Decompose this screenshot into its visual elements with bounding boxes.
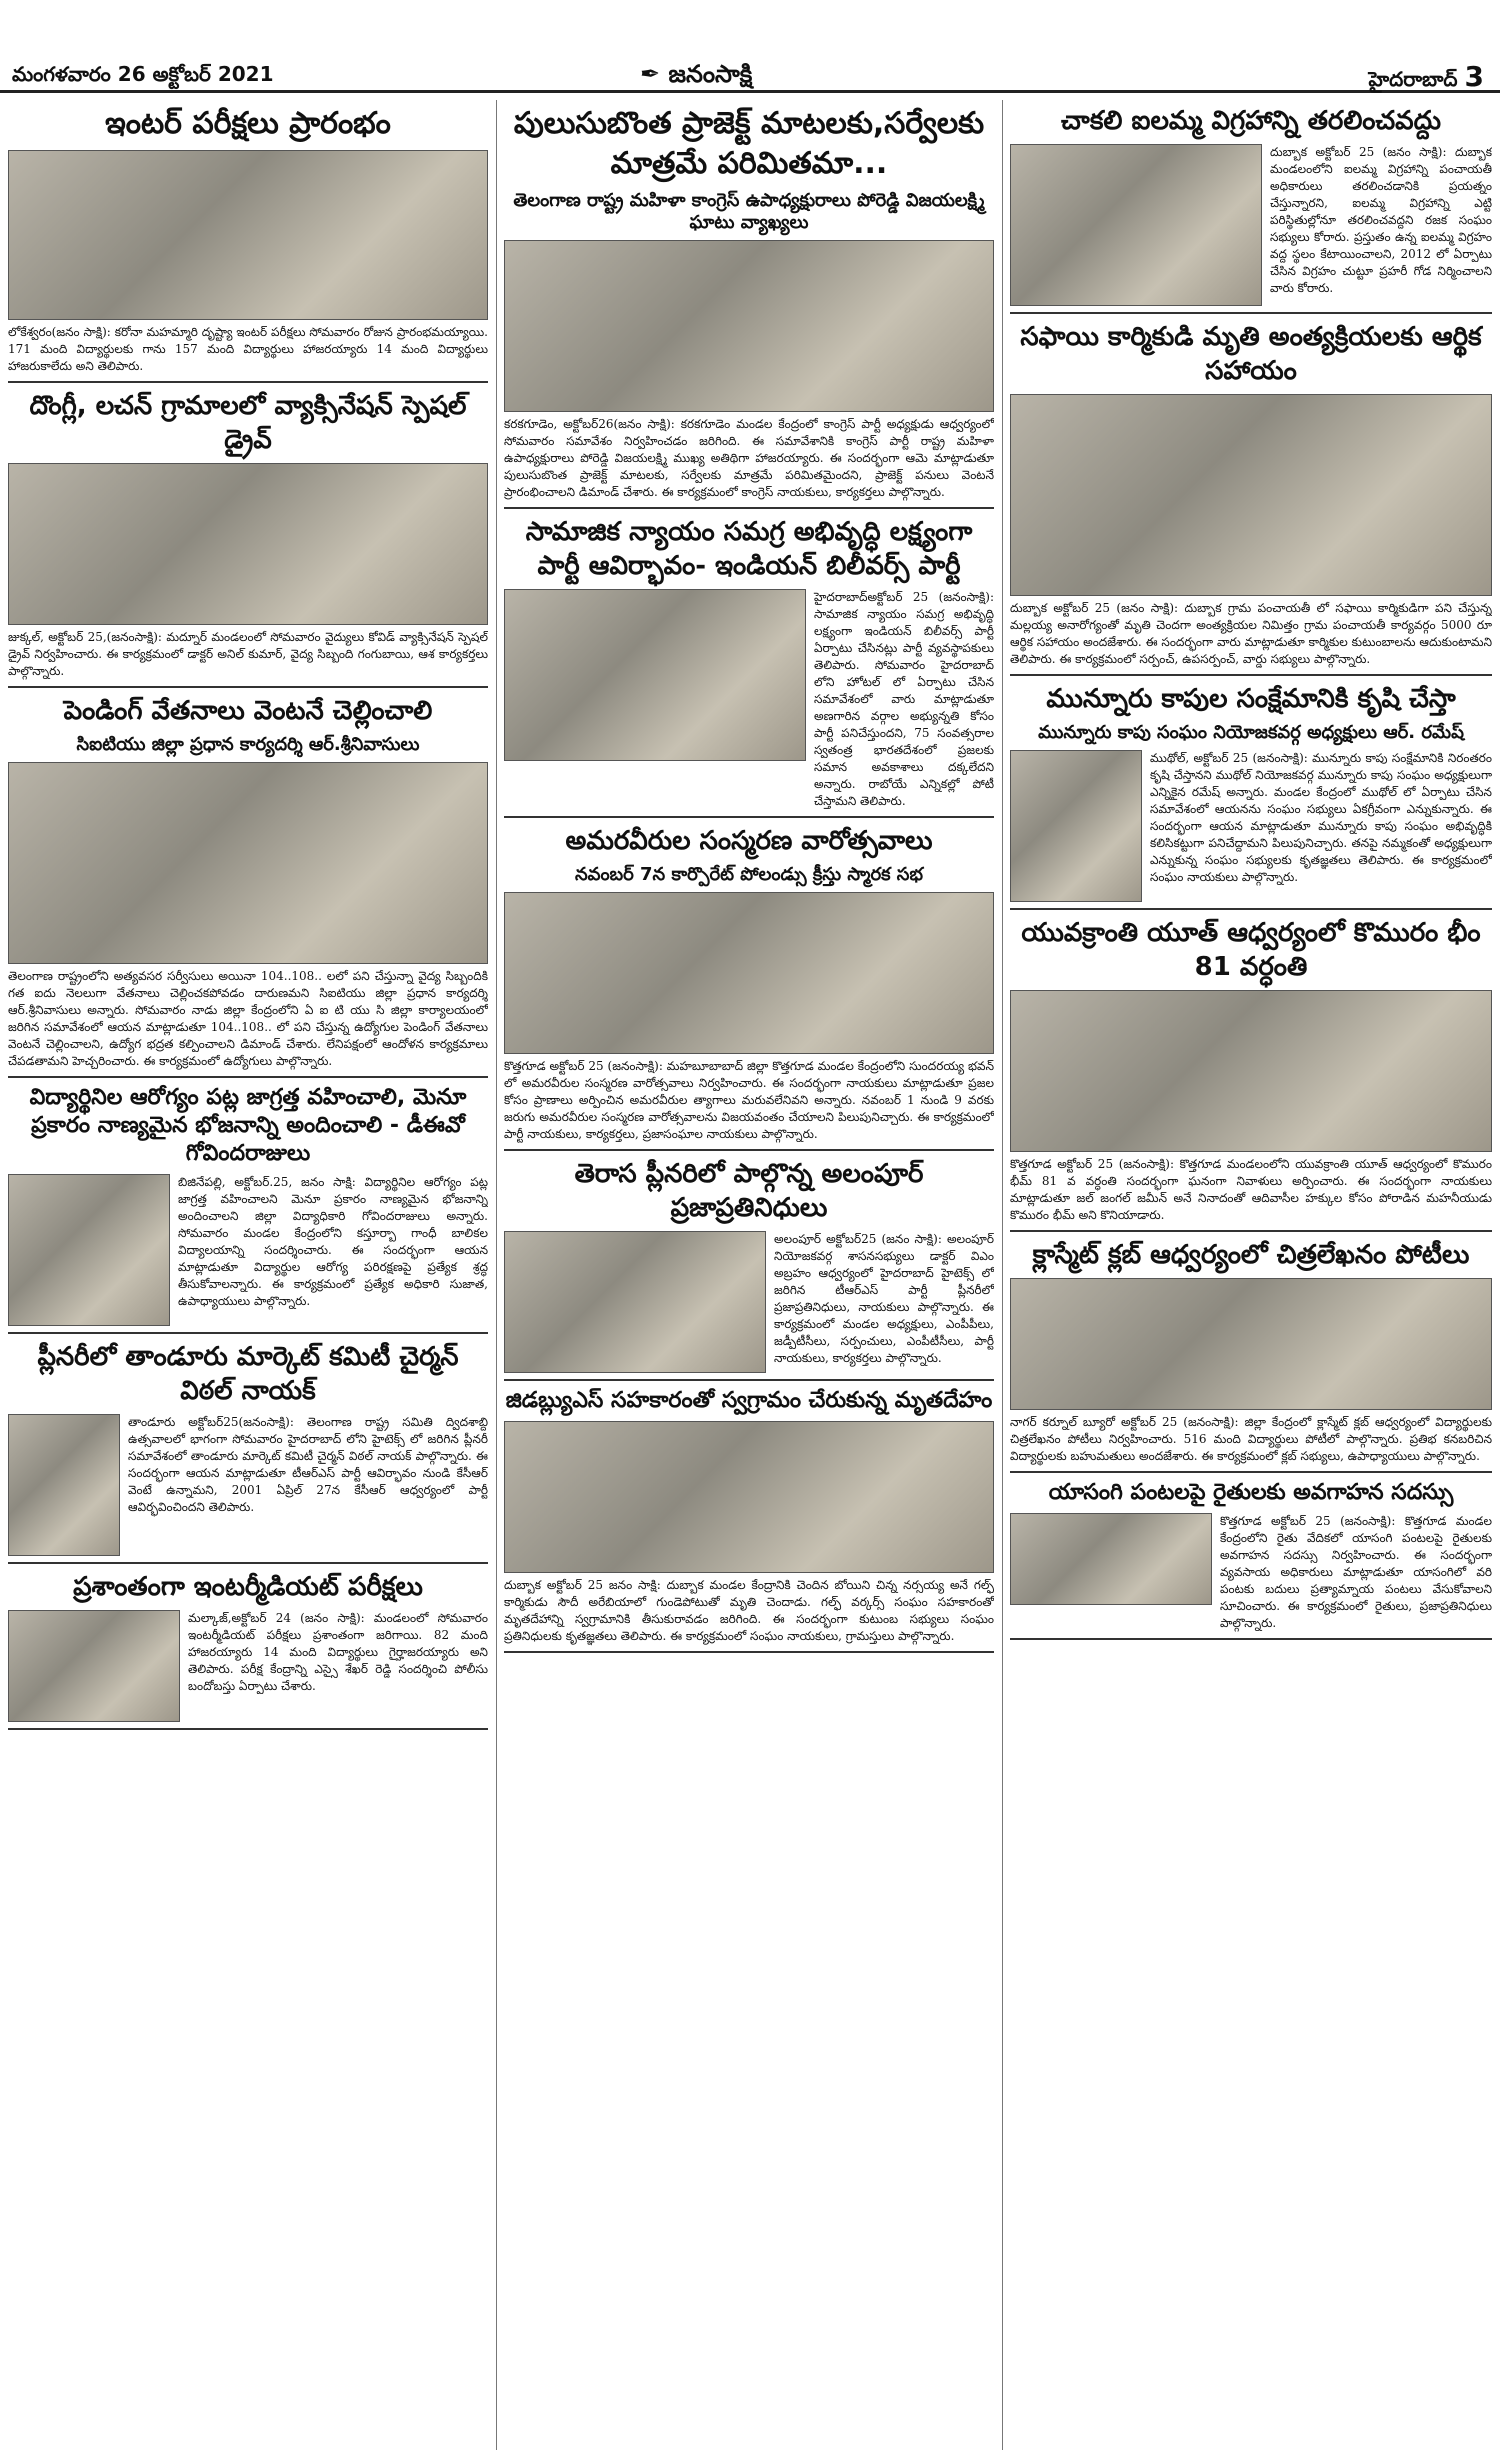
- subheadline: తెలంగాణ రాష్ట్ర మహిళా కాంగ్రెస్ ఉపాధ్యక్షురాలు పోరెడ్డి విజయలక్ష్మి ఘాటు వ్యాఖ్యలు: [513, 190, 985, 233]
- article-body: తెలంగాణ రాష్ట్రంలోని అత్యవసర సర్వీసులు అయినా 104..108.. లలో పని చేస్తున్నా వైద్య సిబ్బందికి గత ఐదు నెలలుగా వేతనాలు చెల్లించకపోవడం దారుణమని సిఐటియు జిల్లా ప్రధాన కార్యదర్శి ఆర్.శ్రీనివాసులు అన్నారు. సోమవారం నాడు జిల్లా కేంద్రంలోని ఏ ఐ టి యు సి జిల్లా కార్యాలయంలో జరిగిన సమావేశంలో ఆయన మాట్లాడుతూ 104..108.. లో పని చేస్తున్న ఉద్యోగుల పెండింగ్ వేతనాలు వెంటనే చెల్లించాలని, ఉద్యోగ భద్రత కల్పించాలని డిమాండ్ చేశారు. లేనిపక్షంలో ఆందోళన కార్యక్రమాలు చేపడతామని హెచ్చరించారు. ఈ కార్యక్రమంలో ఉద్యోగులు పాల్గొన్నారు.: [8, 969, 488, 1068]
- article-body: ముథోల్, అక్టోబర్ 25 (జనంసాక్షి): మున్నూరు కాపు సంక్షేమానికి నిరంతరం కృషి చేస్తానని ముథోల్ నియోజకవర్గ మున్నూరు కాపు సంఘం అధ్యక్షులుగా ఎన్నికైన రమేష్ అన్నారు. మండల కేంద్రంలో ముథోల్ లో ఏర్పాటు చేసిన సమావేశంలో ఆయనను సంఘం సభ్యులు ఏకగ్రీవంగా ఎన్నుకున్నారు. ఈ సందర్భంగా ఆయన మాట్లాడుతూ మున్నూరు కాపు సంఘం అభివృద్ధికి కలిసికట్టుగా పనిచేద్దామని పిలుపునిచ్చారు. తనపై నమ్మకంతో అధ్యక్షులుగా ఎన్నుకున్న సంఘం సభ్యులకు కృతజ్ఞతలు తెలిపారు. ఈ కార్యక్రమంలో సంఘం నాయకులు పాల్గొన్నారు.: [1150, 751, 1492, 884]
- headline: దొంగ్లీ, లచన్ గ్రామాలలో వ్యాక్సినేషన్ స్పెషల్ డ్రైవ్: [29, 391, 467, 455]
- article-believers-party: [504, 515, 994, 818]
- column-left: [8, 100, 488, 2450]
- article-photo: [8, 1174, 170, 1326]
- headline: తెరాస ప్లీనరిలో పాల్గొన్న అలంపూర్ ప్రజాప్రతినిధులు: [574, 1159, 924, 1223]
- article-photo: [1010, 1513, 1212, 1605]
- article-photo: [1010, 990, 1492, 1152]
- article-plenary-tandur: [8, 1340, 488, 1564]
- article-photo: [8, 150, 488, 320]
- article-gws-body-returned: [504, 1387, 994, 1653]
- article-body: మల్కాజ్,అక్టోబర్ 24 (జనం సాక్షి): మండలంలో సోమవారం ఇంటర్మీడియట్ పరీక్షలు ప్రశాంతంగా జరిగాయి. 82 మంది హాజరయ్యారు 14 మంది విద్యార్థులు గైర్హాజరయ్యారు అని తెలిపారు. పరీక్ష కేంద్రాన్ని ఎస్సై శేఖర్ రెడ్డి సందర్శించి పోలీసు బందోబస్తు ఏర్పాటు చేశారు.: [188, 1611, 488, 1693]
- headline: పెండింగ్ వేతనాలు వెంటనే చెల్లించాలి: [63, 696, 433, 726]
- article-photo: [504, 589, 806, 761]
- edition-city: హైదరాబాద్: [1368, 67, 1458, 91]
- article-photo: [8, 762, 488, 964]
- headline: పులుసుబొంత ప్రాజెక్ట్ మాటలకు,సర్వేలకు మాత్రమే పరిమితమా...: [513, 106, 985, 181]
- article-yasangi-awareness: [1010, 1479, 1492, 1640]
- article-photo: [504, 1421, 994, 1573]
- article-ailamma-statue: [1010, 104, 1492, 314]
- headline: చాకలి ఐలమ్మ విగ్రహాన్ని తరలించవద్దు: [1061, 106, 1441, 136]
- article-photo: [1010, 1278, 1492, 1410]
- article-drawing-contest: [1010, 1238, 1492, 1473]
- headline: ప్రశాంతంగా ఇంటర్మీడియట్ పరీక్షలు: [73, 1572, 423, 1602]
- article-project-survey: [504, 104, 994, 509]
- article-photo: [1010, 144, 1262, 306]
- headline: మున్నూరు కాపుల సంక్షేమానికి కృషి చేస్తా: [1046, 684, 1456, 714]
- article-body: తాండూరు అక్టోబర్25(జనంసాక్షి): తెలంగాణ రాష్ట్ర సమితి ద్విదశాబ్ది ఉత్సవాలలో భాగంగా సోమవారం హైదరాబాద్ లోని హైటెక్స్ లో జరిగిన ప్లీనరీ సమావేశంలో తాండూరు మార్కెట్ కమిటీ చైర్మన్ విఠల్ నాయక్ పాల్గొన్నారు. ఈ సందర్భంగా ఆయన మాట్లాడుతూ టీఆర్ఎస్ పార్టీ ఆవిర్భావం నుండి కేసీఆర్ వెంటే ఉన్నామని, 2001 ఏప్రిల్ 27న కేసీఆర్ ఆధ్వర్యంలో పార్టీ ఆవిర్భవించిందని తెలిపారు.: [128, 1415, 488, 1514]
- article-inter-exams: [8, 104, 488, 383]
- article-photo: [8, 463, 488, 625]
- subheadline: నవంబర్ 7న కార్పొరేట్ పోలండ్సు క్రీస్తు స్మారక సభ: [575, 864, 923, 885]
- article-body: కొత్తగూడ అక్టోబర్ 25 (జనంసాక్షి): కొత్తగూడ మండల కేంద్రంలోని రైతు వేదికలో యాసంగి పంటలపై రైతులకు అవగాహన సదస్సు నిర్వహించారు. ఈ సందర్భంగా వ్యవసాయ అధికారులు మాట్లాడుతూ యాసంగిలో వరి పంటకు బదులు ప్రత్యామ్నాయ పంటలు వేసుకోవాలని సూచించారు. ఈ కార్యక్రమంలో రైతులు, ప్రజాప్రతినిధులు పాల్గొన్నారు.: [1220, 1514, 1492, 1630]
- headline: యాసంగి పంటలపై రైతులకు అవగాహన సదస్సు: [1048, 1480, 1454, 1505]
- article-body: దుబ్బాక అక్టోబర్ 25 (జనం సాక్షి): దుబ్బాక మండలంలోని ఐలమ్మ విగ్రహాన్ని పంచాయతీ అధికారులు తరలించడానికి ప్రయత్నం చేస్తున్నారని, ఐలమ్మ విగ్రహాన్ని ఎట్టి పరిస్థితుల్లోనూ తరలించవద్దని రజక సంఘం సభ్యులు కోరారు. ప్రస్తుతం ఉన్న ఐలమ్మ విగ్రహం వద్ద స్థలం కేటాయించాలని, 2012 లో ఏర్పాటు చేసిన విగ్రహం చుట్టూ ప్రహరీ గోడ నిర్మించాలని వారు కోరారు.: [1270, 145, 1492, 295]
- article-photo: [504, 892, 994, 1054]
- headline: క్లాస్మేట్ క్లబ్ ఆధ్వర్యంలో చిత్రలేఖనం పోటీలు: [1032, 1240, 1470, 1270]
- column-middle: [504, 100, 994, 2450]
- article-martyrs-week: [504, 824, 994, 1151]
- article-photo: [504, 1231, 766, 1373]
- article-pending-wages: [8, 694, 488, 1078]
- headline: ఇంటర్ పరీక్షలు ప్రారంభం: [105, 106, 391, 141]
- masthead: [0, 0, 1500, 93]
- article-sanitation-worker: [1010, 320, 1492, 676]
- article-photo: [8, 1610, 180, 1722]
- column-right: [1010, 100, 1492, 2450]
- article-photo: [8, 1414, 120, 1556]
- headline: సామాజిక న్యాయం సమగ్ర అభివృద్ధి లక్ష్యంగా పార్టీ ఆవిర్భావం- ఇండియన్ బిలీవర్స్ పార్టీ: [525, 517, 973, 581]
- article-body: బిజినేపల్లి, అక్టోబర్.25, జనం సాక్షి: విద్యార్థినిల ఆరోగ్యం పట్ల జాగ్రత్త వహించాలని మెనూ ప్రకారం నాణ్యమైన భోజనాన్ని అందించాలని జిల్లా విద్యాధికారి గోవిందరాజులు అన్నారు. సోమవారం మండల కేంద్రంలోని కస్తూర్బా గాంధీ బాలికల విద్యాలయాన్ని సందర్శించారు. ఈ సందర్భంగా ఆయన మాట్లాడుతూ విద్యార్థుల ఆరోగ్య పరిరక్షణపై ప్రత్యేక శ్రద్ధ తీసుకోవాలన్నారు. ఈ కార్యక్రమంలో ప్రత్యేక అధికారి సుజాత, ఉపాధ్యాయులు పాల్గొన్నారు.: [178, 1175, 488, 1308]
- issue-date: మంగళవారం 26 అక్టోబర్ 2021: [12, 62, 274, 86]
- article-photo: [1010, 394, 1492, 596]
- headline: విద్యార్థినిల ఆరోగ్యం పట్ల జాగ్రత్త వహించాలి, మెనూ ప్రకారం నాణ్యమైన భోజనాన్ని అందించాలి - డీఈవో గోవిందరాజులు: [29, 1085, 467, 1166]
- article-munnuru-kapu: [1010, 682, 1492, 910]
- article-body: కొత్తగూడ అక్టోబర్ 25 (జనంసాక్షి): కొత్తగూడ మండలంలోని యువక్రాంతి యూత్ ఆధ్వర్యంలో కొమురం భీమ్ 81 వ వర్ధంతి సందర్భంగా ఘనంగా నివాళులు అర్పించారు. ఈ సందర్భంగా నాయకులు మాట్లాడుతూ జల్ జంగల్ జమీన్ అనే నినాదంతో ఆదివాసీల హక్కుల కోసం పోరాడిన మహనీయుడు కొమురం భీమ్ అని కొనియాడారు.: [1010, 1157, 1492, 1222]
- article-vaccination-drive: [8, 389, 488, 688]
- article-deo-visit: [8, 1084, 488, 1334]
- article-alampur-plenary: [504, 1157, 994, 1381]
- city-page: [1368, 60, 1484, 96]
- article-intermediate-peaceful: [8, 1570, 488, 1730]
- article-photo: [504, 240, 994, 412]
- article-body: కరకగూడెం, అక్టోబర్26(జనం సాక్షి): కరకగూడెం మండల కేంద్రంలో కాంగ్రెస్ పార్టీ అధ్యక్షుడు ఆధ్వర్యంలో సోమవారం సమావేశం నిర్వహించడం జరిగింది. ఈ సమావేశానికి కాంగ్రెస్ పార్టీ రాష్ట్ర మహిళా ఉపాధ్యక్షురాలు పోరెడ్డి విజయలక్ష్మి ముఖ్య అతిథిగా హాజరయ్యారు. ఈ సందర్భంగా ఆమె మాట్లాడుతూ పులుసుబొంత ప్రాజెక్ట్ మాటలకు, సర్వేలకు మాత్రమే పరిమితమైందని, ప్రాజెక్ట్ పనులు వెంటనే ప్రారంభించాలని డిమాండ్ చేశారు. ఈ కార్యక్రమంలో కాంగ్రెస్ నాయకులు, కార్యకర్తలు పాల్గొన్నారు.: [504, 417, 994, 499]
- article-body: జుక్కల్, అక్టోబర్ 25,(జనంసాక్షి): మద్నూర్ మండలంలో సోమవారం వైద్యులు కోవిడ్ వ్యాక్సినేషన్ స్పెషల్ డ్రైవ్ నిర్వహించారు. ఈ కార్యక్రమంలో డాక్టర్ అనిల్ కుమార్, వైద్య సిబ్బంది గంగుబాయి, ఆశ కార్యకర్తలు పాల్గొన్నారు.: [8, 630, 488, 678]
- headline: జిడబ్ల్యుఎస్ సహకారంతో స్వగ్రామం చేరుకున్న మృతదేహం: [505, 1388, 993, 1413]
- article-body: అలంపూర్ అక్టోబర్25 (జనం సాక్షి): అలంపూర్ నియోజకవర్గ శాసనసభ్యులు డాక్టర్ విఎం అబ్రహం ఆధ్వర్యంలో హైదరాబాద్ హైటెక్స్ లో జరిగిన టీఆర్ఎస్ పార్టీ ప్లీనరీలో ప్రజాప్రతినిధులు, నాయకులు పాల్గొన్నారు. ఈ కార్యక్రమంలో మండల అధ్యక్షులు, ఎంపీపీలు, జడ్పీటీసీలు, సర్పంచులు, ఎంపీటీసీలు, పార్టీ నాయకులు, కార్యకర్తలు పాల్గొన్నారు.: [774, 1232, 994, 1365]
- newspaper-logo: ✒ జనంసాక్షి: [640, 60, 753, 88]
- subheadline: మున్నూరు కాపు సంఘం నియోజకవర్గ అధ్యక్షులు ఆర్. రమేష్: [1038, 722, 1464, 743]
- article-body: కొత్తగూడ అక్టోబర్ 25 (జనంసాక్షి): మహబూబాబాద్ జిల్లా కొత్తగూడ మండల కేంద్రంలోని సుందరయ్య భవన్ లో అమరవీరుల సంస్మరణ వారోత్సవాలు నిర్వహించారు. ఈ సందర్భంగా నాయకులు మాట్లాడుతూ ప్రజల కోసం ప్రాణాలు అర్పించిన అమరవీరుల త్యాగాలు మరువలేనివని అన్నారు. నవంబర్ 1 నుండి 9 వరకు జరుగు అమరవీరుల సంస్మరణ వారోత్సవాలను విజయవంతం చేయాలని పిలుపునిచ్చారు. ఈ కార్యక్రమంలో పార్టీ నాయకులు, కార్యకర్తలు, ప్రజాసంఘాల నాయకులు పాల్గొన్నారు.: [504, 1059, 994, 1141]
- headline: ప్లీనరీలో తాండూరు మార్కెట్ కమిటీ చైర్మన్ విఠల్ నాయక్: [37, 1342, 459, 1406]
- article-photo: [1010, 750, 1142, 902]
- article-body: హైదరాబాద్అక్టోబర్ 25 (జనంసాక్షి): సామాజిక న్యాయం సమగ్ర అభివృద్ధి లక్ష్యంగా ఇండియన్ బిలీవర్స్ పార్టీ ఏర్పాటు చేసినట్లు పార్టీ వ్యవస్థాపకులు తెలిపారు. సోమవారం హైదరాబాద్ లోని హోటల్ లో ఏర్పాటు చేసిన సమావేశంలో వారు మాట్లాడుతూ అణగారిన వర్గాల అభ్యున్నతి కోసం పార్టీ పనిచేస్తుందని, 75 సంవత్సరాల స్వతంత్ర భారతదేశంలో ప్రజలకు సమాన అవకాశాలు దక్కలేదని అన్నారు. రాబోయే ఎన్నికల్లో పోటీ చేస్తామని తెలిపారు.: [814, 590, 994, 808]
- headline: అమరవీరుల సంస్మరణ వారోత్సవాలు: [565, 826, 933, 856]
- article-body: నాగర్ కర్నూల్ బ్యూరో అక్టోబర్ 25 (జనంసాక్షి): జిల్లా కేంద్రంలో క్లాస్మేట్ క్లబ్ ఆధ్వర్యంలో విద్యార్థులకు చిత్రలేఖనం పోటీలు నిర్వహించారు. 516 మంది విద్యార్థులు పోటీలో పాల్గొన్నారు. ప్రతిభ కనబరిచిన విద్యార్థులకు బహుమతులు అందజేశారు. ఈ కార్యక్రమంలో క్లబ్ సభ్యులు, ఉపాధ్యాయులు పాల్గొన్నారు.: [1010, 1415, 1492, 1463]
- headline: యువక్రాంతి యూత్ ఆధ్వర్యంలో కొమురం భీం 81 వర్ధంతి: [1021, 918, 1481, 982]
- article-body: దుబ్బాక అక్టోబర్ 25 జనం సాక్షి: దుబ్బాక మండల కేంద్రానికి చెందిన బోయిని చిన్న నర్సయ్య అనే గల్ఫ్ కార్మికుడు సౌదీ అరేబియాలో గుండెపోటుతో మృతి చెందాడు. గల్ఫ్ వర్కర్స్ సంఘం సహకారంతో మృతదేహాన్ని స్వగ్రామానికి తీసుకురావడం జరిగింది. ఈ సందర్భంగా కుటుంబ సభ్యులు సంఘం ప్రతినిధులకు కృతజ్ఞతలు తెలిపారు. ఈ కార్యక్రమంలో సంఘం నాయకులు, గ్రామస్తులు పాల్గొన్నారు.: [504, 1578, 994, 1643]
- article-body: దుబ్బాక అక్టోబర్ 25 (జనం సాక్షి): దుబ్బాక గ్రామ పంచాయతీ లో సఫాయి కార్మికుడిగా పని చేస్తున్న మల్లయ్య అనారోగ్యంతో మృతి చెందగా అంత్యక్రియల నిమిత్తం గ్రామ పంచాయతీ కార్యవర్గం 5000 రూ ఆర్థిక సహాయం అందజేశారు. ఈ సందర్భంగా వారు మాట్లాడుతూ కార్మికుల కుటుంబాలను ఆదుకుంటామని తెలిపారు. ఈ కార్యక్రమంలో సర్పంచ్, ఉపసర్పంచ్, వార్డు సభ్యులు పాల్గొన్నారు.: [1010, 601, 1492, 666]
- headline: సఫాయి కార్మికుడి మృతి అంత్యక్రియలకు ఆర్థిక సహాయం: [1020, 322, 1482, 386]
- article-body: లోకేశ్వరం(జనం సాక్షి): కరోనా మహమ్మారి దృష్ట్యా ఇంటర్ పరీక్షలు సోమవారం రోజున ప్రారంభమయ్యాయి. 171 మంది విద్యార్థులకు గాను 157 మంది విద్యార్థులు హాజరయ్యారు 14 మంది విద్యార్థులు హాజరుకాలేదు అని తెలిపారు.: [8, 325, 488, 373]
- subheadline: సిఐటియు జిల్లా ప్రధాన కార్యదర్శి ఆర్.శ్రీనివాసులు: [76, 734, 420, 755]
- page-number: 3: [1464, 60, 1484, 93]
- article-komuram-bheem: [1010, 916, 1492, 1232]
- logo-icon: ✒: [640, 60, 669, 88]
